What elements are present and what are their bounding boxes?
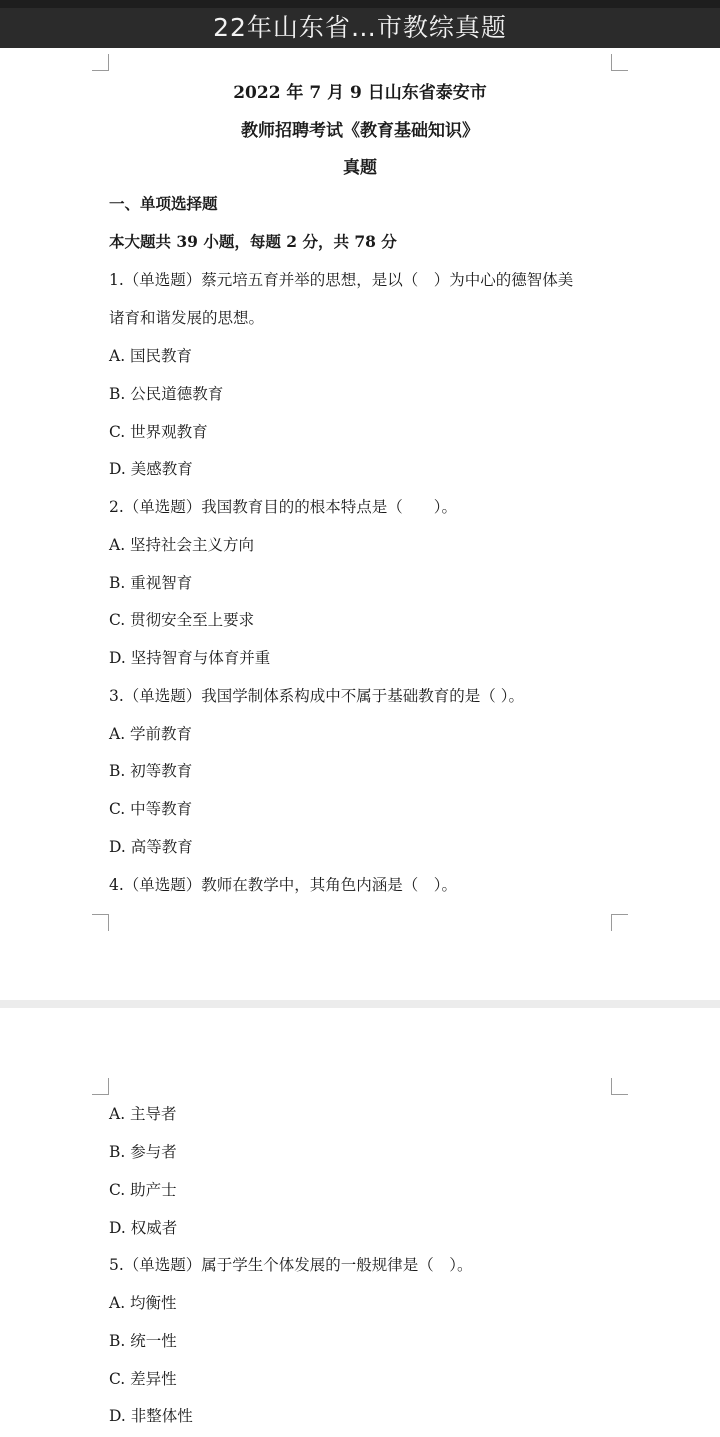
question-3-option-c: C. 中等教育 [109, 800, 193, 818]
question-3-option-b: B. 初等教育 [109, 762, 193, 780]
question-4-option-d: D. 权威者 [109, 1219, 178, 1237]
question-4-option-a: A. 主导者 [109, 1105, 177, 1123]
question-5-option-b: B. 统一性 [109, 1332, 177, 1350]
question-4-text: 4.（单选题）教师在教学中，其角色内涵是（ ）。 [109, 876, 458, 894]
margin-mark-top-left [92, 54, 109, 71]
question-4-option-c: C. 助产士 [109, 1181, 177, 1199]
question-1-option-c: C. 世界观教育 [109, 423, 208, 441]
question-1-option-b: B. 公民道德教育 [109, 385, 224, 403]
question-2-option-d: D. 坚持智育与体育并重 [109, 649, 271, 667]
question-2-option-a: A. 坚持社会主义方向 [109, 536, 255, 554]
question-2-option-c: C. 贯彻安全至上要求 [109, 611, 255, 629]
question-3-text: 3.（单选题）我国学制体系构成中不属于基础教育的是（ ）。 [109, 687, 524, 705]
question-1-option-a: A. 国民教育 [109, 347, 193, 365]
question-1-option-d: D. 美感教育 [109, 460, 193, 478]
section-heading: 一、单项选择题 [109, 194, 218, 213]
margin-mark-top-right [611, 54, 628, 71]
question-1-text-cont: 诸育和谐发展的思想。 [109, 309, 265, 327]
document-title: 22年山东省…市教综真题 [213, 13, 507, 42]
question-5-option-a: A. 均衡性 [109, 1294, 177, 1312]
document-page-2[interactable] [0, 1008, 720, 1437]
doc-title-line-3: 真题 [343, 158, 377, 178]
margin-mark-bottom-right [611, 914, 628, 931]
question-4-option-b: B. 参与者 [109, 1143, 177, 1161]
margin-mark-top-left [92, 1078, 109, 1095]
margin-mark-top-right [611, 1078, 628, 1095]
question-3-option-d: D. 高等教育 [109, 838, 193, 856]
document-title-bar [0, 0, 720, 48]
question-5-option-d: D. 非整体性 [109, 1407, 193, 1425]
question-1-text: 1.（单选题）蔡元培五育并举的思想，是以（ ）为中心的德智体美 [109, 271, 574, 289]
doc-title-line-1: 2022 年 7 月 9 日山东省泰安市 [233, 83, 487, 103]
question-5-text: 5.（单选题）属于学生个体发展的一般规律是（ ）。 [109, 1256, 473, 1274]
question-2-text: 2.（单选题）我国教育目的的根本特点是（ ）。 [109, 498, 458, 516]
margin-mark-bottom-left [92, 914, 109, 931]
question-3-option-a: A. 学前教育 [109, 725, 193, 743]
question-2-option-b: B. 重视智育 [109, 574, 193, 592]
document-page-1[interactable] [0, 48, 720, 1000]
question-5-option-c: C. 差异性 [109, 1370, 177, 1388]
doc-title-line-2: 教师招聘考试《教育基础知识》 [241, 121, 479, 141]
section-instructions: 本大题共 39 小题，每题 2 分，共 78 分 [109, 232, 397, 251]
page-separator [0, 1000, 720, 1008]
status-strip [0, 0, 720, 8]
